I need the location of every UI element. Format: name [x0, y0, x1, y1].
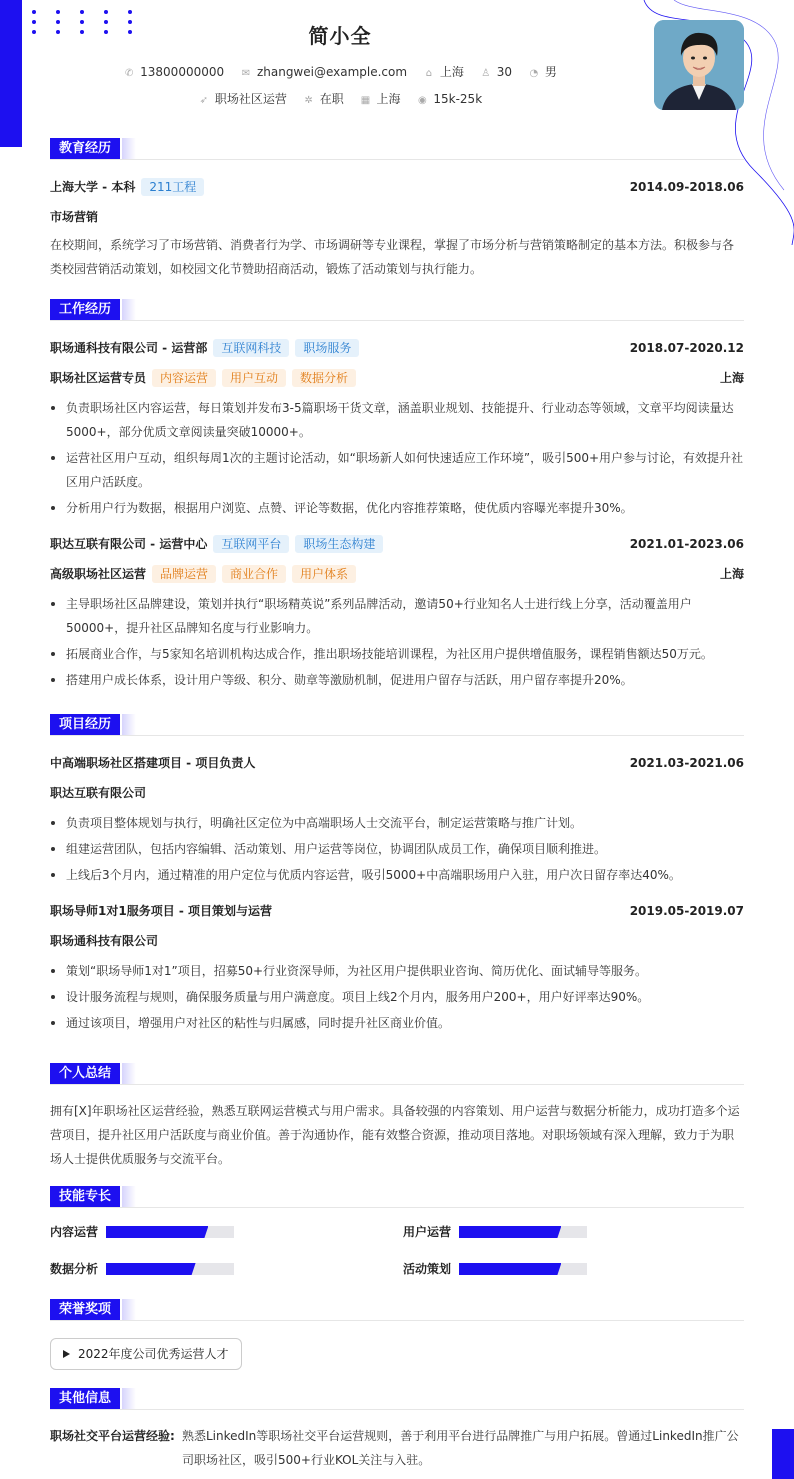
job-period: 2018.07-2020.12 [629, 341, 744, 355]
position-tag: 商业合作 [222, 565, 286, 583]
company-tag: 互联网平台 [213, 535, 289, 553]
skill-item [50, 1259, 98, 1279]
salary: 15k-25k [433, 92, 483, 106]
position-head [50, 368, 744, 388]
project-period: 2021.03-2021.06 [629, 756, 744, 770]
company: 职场通科技有限公司 - 运营部 [50, 341, 208, 355]
avatar [654, 20, 744, 110]
job-status: 在职 [319, 92, 344, 106]
position: 高级职场社区运营 [50, 567, 147, 581]
target-city: 上海 [376, 92, 401, 106]
section-title-summary [50, 1063, 744, 1085]
project-org: 职场通科技有限公司 [50, 934, 159, 948]
list-item: 拓展商业合作，与5家知名培训机构达成合作，推出职场技能培训课程，为社区用户提供增值服务，课程销售额达50万元。 [50, 642, 744, 666]
company-tag: 互联网科技 [213, 339, 289, 357]
position-head [50, 564, 744, 584]
skill-bar [106, 1263, 234, 1275]
projects-section [50, 714, 744, 1037]
position-tag: 用户体系 [292, 565, 356, 583]
project-name: 中高端职场社区搭建项目 - 项目负责人 [50, 756, 256, 770]
company-tag: 职场服务 [295, 339, 359, 357]
triangle-icon [63, 1350, 70, 1358]
section-label: 个人总结 [50, 1063, 120, 1084]
summary-text: 拥有[X]年职场社区运营经验，熟悉互联网运营模式与用户需求。具备较强的内容策划、用户运营与数据分析能力，成功打造多个运营项目，提升社区用户活跃度与商业价值。善于沟通协作，能有效整合资源，推动项目落地。对职场领域有深入理解，致力于为职场人士提供优质服务与交流平台。 [50, 1104, 740, 1166]
skill-item [403, 1259, 451, 1279]
gender: 男 [544, 65, 557, 79]
decor-bar-right [772, 1429, 794, 1479]
intention-row [0, 90, 680, 107]
job-bullets [50, 592, 744, 692]
other-row [50, 1424, 744, 1472]
list-item: 负责职场社区内容运营，每日策划并发布3-5篇职场干货文章，涵盖职业规划、技能提升、行业动态等领域，文章平均阅读量达5000+，部分优质文章阅读量突破10000+。 [50, 396, 744, 444]
section-label: 荣誉奖项 [50, 1299, 120, 1320]
education-section [50, 138, 744, 281]
position-tag: 数据分析 [292, 369, 356, 387]
position-tag: 内容运营 [152, 369, 216, 387]
job-head [50, 534, 744, 554]
section-label: 项目经历 [50, 714, 120, 735]
position: 职场社区运营专员 [50, 371, 147, 385]
section-title-education [50, 138, 744, 160]
send-icon: ➶ [199, 95, 209, 106]
section-title-awards [50, 1299, 744, 1321]
home-icon: ⌂ [425, 68, 433, 79]
contact-row [0, 63, 680, 80]
list-item: 策划“职场导师1对1”项目，招募50+行业资深导师，为社区用户提供职业咨询、简历优化、面试辅导等服务。 [50, 959, 744, 983]
section-title-other [50, 1388, 744, 1410]
age-icon: ♙ [481, 68, 491, 79]
position-tag: 品牌运营 [152, 565, 216, 583]
other-key: 职场社交平台运营经验: [50, 1429, 175, 1443]
school: 上海大学 - 本科 [50, 180, 136, 194]
phone-icon: ✆ [124, 68, 134, 79]
job-head [50, 338, 744, 358]
resume-header [0, 0, 794, 130]
skill-name: 数据分析 [50, 1262, 99, 1276]
skill-bar [459, 1263, 587, 1275]
skill-item [50, 1222, 98, 1242]
job-city: 上海 [719, 371, 744, 385]
salary-icon: ◉ [418, 95, 427, 106]
section-label: 教育经历 [50, 138, 120, 159]
summary-section [50, 1063, 744, 1171]
company-tag: 职场生态构建 [295, 535, 383, 553]
section-title-skills [50, 1186, 744, 1208]
project-bullets [50, 959, 744, 1035]
section-title-projects [50, 714, 744, 736]
target-position: 职场社区运营 [214, 92, 287, 106]
list-item: 负责项目整体规划与执行，明确社区定位为中高端职场人士交流平台，制定运营策略与推广计划。 [50, 811, 744, 835]
other-section [50, 1388, 744, 1472]
gender-icon: ◔ [529, 68, 539, 79]
list-item: 分析用户行为数据，根据用户浏览、点赞、评论等数据，优化内容推荐策略，使优质内容曝光率提升30%。 [50, 496, 744, 520]
award-item [50, 1338, 242, 1370]
job-period: 2021.01-2023.06 [629, 537, 744, 551]
skill-name: 内容运营 [50, 1225, 99, 1239]
position-tag: 用户互动 [222, 369, 286, 387]
section-label: 工作经历 [50, 299, 120, 320]
skill-name: 用户运营 [403, 1225, 452, 1239]
list-item: 搭建用户成长体系，设计用户等级、积分、勋章等激励机制，促进用户留存与活跃，用户留存率提升20%。 [50, 668, 744, 692]
skill-bar [459, 1226, 587, 1238]
school-tag: 211工程 [141, 178, 204, 196]
project-period: 2019.05-2019.07 [629, 904, 744, 918]
skill-name: 活动策划 [403, 1262, 452, 1276]
mail-icon: ✉ [241, 68, 251, 79]
project-head [50, 901, 744, 921]
job-bullets [50, 396, 744, 520]
work-section [50, 299, 744, 694]
section-label: 技能专长 [50, 1186, 120, 1207]
list-item: 主导职场社区品牌建设，策划并执行“职场精英说”系列品牌活动，邀请50+行业知名人士进行线上分享，活动覆盖用户50000+，提升社区品牌知名度与行业影响力。 [50, 592, 744, 640]
building-icon: ▦ [360, 95, 371, 106]
project-org: 职达互联有限公司 [50, 786, 147, 800]
skill-item [403, 1222, 451, 1242]
age: 30 [496, 65, 513, 79]
award-text: 2022年度公司优秀运营人才 [78, 1347, 229, 1361]
skills-section [50, 1186, 744, 1286]
list-item: 组建运营团队，包括内容编辑、活动策划、用户运营等岗位，协调团队成员工作，确保项目顺利推进。 [50, 837, 744, 861]
email: zhangwei@example.com [256, 65, 408, 79]
list-item: 设计服务流程与规则，确保服务质量与用户满意度。项目上线2个月内，服务用户200+，用户好评率达90%。 [50, 985, 744, 1009]
skill-bar [106, 1226, 234, 1238]
job-city: 上海 [719, 567, 744, 581]
awards-section [50, 1299, 744, 1379]
list-item: 通过该项目，增强用户对社区的粘性与归属感，同时提升社区商业价值。 [50, 1011, 744, 1035]
project-bullets [50, 811, 744, 887]
education-period: 2014.09-2018.06 [629, 180, 744, 194]
company: 职达互联有限公司 - 运营中心 [50, 537, 208, 551]
major: 市场营销 [50, 210, 99, 224]
education-head [50, 177, 744, 197]
phone: 13800000000 [140, 65, 225, 79]
candidate-name: 简小全 [308, 24, 372, 48]
section-label: 其他信息 [50, 1388, 120, 1409]
location: 上海 [439, 65, 464, 79]
education-description: 在校期间，系统学习了市场营销、消费者行为学、市场调研等专业课程，掌握了市场分析与营销策略制定的基本方法。积极参与各类校园营销活动策划，如校园文化节赞助招商活动，锻炼了活动策划与执行能力。 [50, 238, 735, 276]
list-item: 上线后3个月内，通过精准的用户定位与优质内容运营，吸引5000+中高端职场用户入驻，用户次日留存率达40%。 [50, 863, 744, 887]
section-title-work [50, 299, 744, 321]
status-icon: ✲ [304, 95, 313, 106]
list-item: 运营社区用户互动，组织每周1次的主题讨论活动，如“职场新人如何快速适应工作环境”，吸引500+用户参与讨论，有效提升社区用户活跃度。 [50, 446, 744, 494]
project-name: 职场导师1对1服务项目 - 项目策划与运营 [50, 904, 273, 918]
other-value: 熟悉LinkedIn等职场社交平台运营规则，善于利用平台进行品牌推广与用户拓展。曾通过LinkedIn推广公司职场社区，吸引500+行业KOL关注与入驻。 [182, 1429, 739, 1467]
project-head [50, 753, 744, 773]
